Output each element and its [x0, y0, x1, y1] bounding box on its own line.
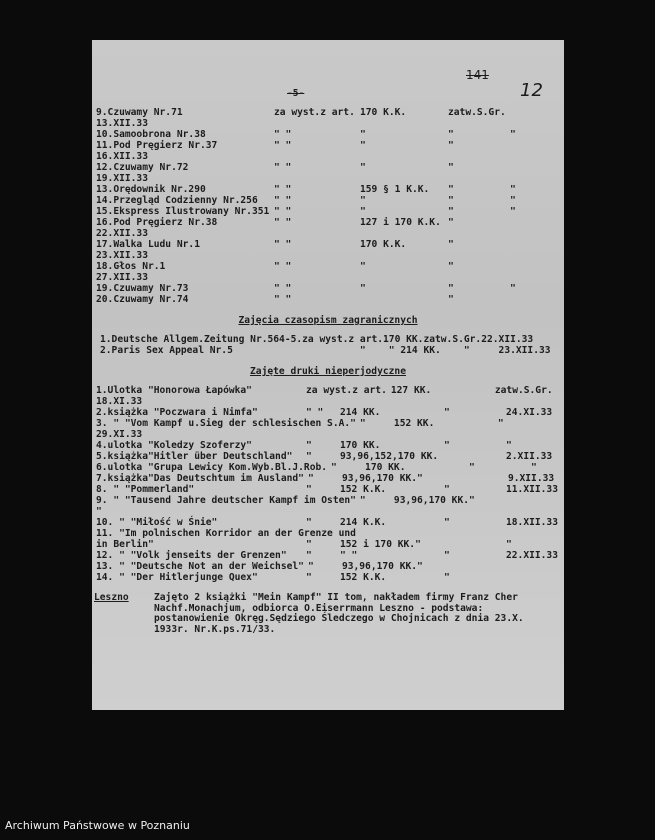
cell	[446, 561, 504, 572]
cell: 11.Pod Pręgierz Nr.37	[96, 140, 218, 151]
cell: " "	[274, 283, 292, 294]
table-row	[92, 206, 560, 217]
table-row	[92, 162, 560, 184]
cell: "	[506, 440, 512, 451]
cell	[498, 495, 556, 506]
section-heading-nonperiodic: Zajęte druki nieperjodyczne	[250, 366, 406, 377]
table-row	[92, 129, 560, 140]
cell: 2.książka "Poczwara i Nimfa"	[96, 407, 258, 418]
cell: 16.XII.33	[96, 151, 148, 162]
leszno-entry	[92, 593, 564, 635]
cell: "	[444, 407, 450, 418]
row-text: 2.Paris Sex Appeal Nr.5 " " 214 KK. " 23.XII.33	[100, 345, 551, 356]
cell: 152 K.K.	[340, 484, 387, 495]
table-row	[92, 107, 560, 129]
table-row	[92, 334, 560, 345]
cell: 12.Czuwamy Nr.72	[96, 162, 189, 173]
table-row	[92, 385, 560, 407]
nonperiodic-list	[92, 385, 564, 583]
cell: "	[510, 195, 516, 206]
table-row	[92, 140, 560, 162]
cell	[360, 528, 390, 539]
table-row	[92, 495, 560, 517]
cell: 127 i 170 K.K.	[360, 217, 441, 228]
cell: "	[444, 484, 450, 495]
table-row	[92, 484, 560, 495]
cell: "	[306, 440, 312, 451]
cell: "	[448, 283, 454, 294]
document-page	[92, 40, 564, 710]
cell: 17.Walka Ludu Nr.1	[96, 239, 200, 250]
cell: 3. " "Vom Kampf u.Sieg der schlesischen S.A."	[96, 418, 356, 429]
table-row	[92, 517, 560, 528]
cell: "	[331, 462, 337, 473]
cell: 6.ulotka "Grupa Lewicy Kom.Wyb.Bl.J.Rob.	[96, 462, 328, 473]
cell: "	[448, 129, 454, 140]
cell: " "	[274, 206, 292, 217]
cell: 9. " "Tausend Jahre deutscher Kampf im Osten"	[96, 495, 356, 506]
cell: "	[448, 294, 454, 305]
periodicals-list	[92, 107, 564, 305]
cell: "	[506, 539, 512, 550]
table-row	[92, 550, 560, 561]
cell: 127 KK.	[390, 385, 432, 396]
cell: 11.XII.33	[506, 484, 558, 495]
cell: 10.Samoobrona Nr.38	[96, 129, 206, 140]
cell: 170 K.K.	[360, 107, 407, 118]
cell: 24.XI.33	[506, 407, 553, 418]
table-row	[92, 440, 560, 451]
cell	[444, 451, 502, 462]
table-row	[92, 561, 560, 572]
cell: " "	[340, 550, 358, 561]
cell: " "	[274, 129, 292, 140]
table-row	[92, 407, 560, 418]
cell: " "	[274, 217, 292, 228]
cell: 8. " "Pommerland"	[96, 484, 195, 495]
cell: "	[444, 440, 450, 451]
old-page-number: 141	[466, 68, 489, 82]
row-text: 1.Deutsche Allgem.Zeitung Nr.564-5.za wyst.z art.170 KK.zatw.S.Gr.22.XII.33	[100, 334, 534, 345]
cell	[444, 539, 502, 550]
cell: 13.Orędownik Nr.290	[96, 184, 206, 195]
cell: 1.Ulotka "Honorowa Łapówka"	[96, 385, 252, 396]
cell: " "	[274, 162, 292, 173]
cell: 19.Czuwamy Nr.73	[96, 283, 189, 294]
cell: " "	[274, 140, 292, 151]
table-row	[92, 217, 560, 239]
cell: 93,96,152,170 KK.	[340, 451, 439, 462]
cell: 16.Pod Pręgierz Nr.38	[96, 217, 218, 228]
cell: 93,96,170 KK."	[341, 473, 423, 484]
cell: "	[306, 572, 312, 583]
cell: 29.XI.33	[96, 429, 143, 440]
cell: "	[306, 517, 312, 528]
cell: "	[510, 283, 516, 294]
cell: 93,96,170 KK."	[341, 561, 423, 572]
cell: "	[448, 217, 454, 228]
cell: "	[497, 418, 504, 429]
cell: 170 KK.	[365, 462, 406, 473]
cell: in Berlin"	[96, 539, 154, 550]
table-row	[92, 418, 560, 440]
cell: 14. " "Der Hitlerjunge Quex"	[96, 572, 258, 583]
cell: 13.XII.33	[96, 118, 148, 129]
cell: "	[360, 283, 366, 294]
cell: 20.Czuwamy Nr.74	[96, 294, 189, 305]
cell: 159 § 1 K.K.	[360, 184, 430, 195]
cell: 14.Przegląd Codzienny Nr.256	[96, 195, 258, 206]
cell: 9.Czuwamy Nr.71	[96, 107, 183, 118]
cell: " "	[274, 184, 292, 195]
cell: "	[359, 495, 366, 506]
cell: "	[448, 261, 454, 272]
cell: "	[448, 140, 454, 151]
cell: 18.XII.33	[506, 517, 558, 528]
cell: 2.XII.33	[506, 451, 553, 462]
cell: 4.ulotka "Koledzy Szoferzy"	[96, 440, 252, 451]
cell: "	[448, 206, 454, 217]
cell: 23.XII.33	[96, 250, 148, 261]
cell: "	[306, 451, 312, 462]
page-number: 12	[520, 80, 543, 101]
table-row	[92, 195, 560, 206]
cell: " "	[274, 239, 292, 250]
section-heading-foreign: Zajęcia czasopism zagranicznych	[238, 315, 418, 326]
cell: 27.XII.33	[96, 272, 148, 283]
cell: 214 KK.	[340, 407, 381, 418]
cell: "	[448, 184, 454, 195]
cell	[446, 473, 504, 484]
leszno-label: Leszno	[94, 592, 129, 603]
cell: 5.książka"Hitler über Deutschland"	[96, 451, 293, 462]
cell: "	[360, 162, 366, 173]
table-row	[92, 283, 560, 294]
cell: "	[360, 195, 366, 206]
cell: "	[510, 206, 516, 217]
archive-footer: Archiwum Państwowe w Poznaniu	[5, 819, 190, 832]
cell: "	[444, 550, 450, 561]
cell: za wyst.z art.	[274, 107, 355, 118]
cell: 152 i 170 KK."	[340, 539, 421, 550]
cell: 22.XII.33	[96, 228, 148, 239]
cell: "	[306, 539, 312, 550]
table-row	[92, 451, 560, 462]
cell: 152 KK.	[393, 418, 435, 429]
cell: "	[359, 418, 366, 429]
table-row	[92, 345, 560, 356]
cell: 19.XII.33	[96, 173, 148, 184]
cell: 152 K.K.	[340, 572, 387, 583]
cell: "	[469, 462, 475, 473]
cell: 15.Ekspress Ilustrowany Nr.351	[96, 206, 270, 217]
cell: "	[360, 261, 366, 272]
cell: "	[448, 195, 454, 206]
table-row	[92, 473, 560, 484]
cell: 7.książka"Das Deutschtum im Ausland"	[96, 473, 304, 484]
table-row	[92, 261, 560, 283]
cell: "	[360, 140, 366, 151]
cell: za wyst.z art.	[306, 385, 387, 396]
cell: "	[307, 561, 314, 572]
cell: 170 K.K.	[360, 239, 407, 250]
document-body	[92, 107, 564, 635]
cell: 12. " "Volk jenseits der Grenzen"	[96, 550, 287, 561]
cell: " "	[306, 407, 324, 418]
table-row	[92, 539, 560, 550]
cell: "	[360, 206, 366, 217]
table-row	[92, 294, 560, 305]
table-row	[92, 462, 560, 473]
table-row	[92, 239, 560, 261]
cell: "	[448, 239, 454, 250]
cell: 10. " "Miłość w Śnie"	[96, 517, 218, 528]
cell: " "	[274, 261, 292, 272]
cell: "	[307, 473, 314, 484]
cell: " "	[274, 294, 292, 305]
cell	[394, 528, 494, 539]
cell: "	[448, 162, 454, 173]
cell: 18.Głos Nr.1	[96, 261, 166, 272]
cell: "	[96, 506, 102, 517]
cell: "	[531, 462, 537, 473]
cell	[360, 294, 444, 305]
cell: "	[306, 484, 312, 495]
cell: 18.XI.33	[96, 396, 143, 407]
cell: zatw.S.Gr.	[494, 385, 553, 396]
page-label: -5-	[287, 88, 305, 99]
cell: "	[360, 129, 366, 140]
cell: 170 KK.	[340, 440, 381, 451]
cell: 214 K.K.	[340, 517, 387, 528]
cell: "	[510, 184, 516, 195]
cell: 9.XII.33	[507, 473, 555, 484]
cell: "	[444, 517, 450, 528]
cell: 13. " "Deutsche Not an der Weichsel"	[96, 561, 304, 572]
cell: " "	[274, 195, 292, 206]
cell: zatw.S.Gr.	[448, 107, 506, 118]
cell: "	[444, 572, 450, 583]
cell: 22.XII.33	[506, 550, 558, 561]
table-row	[92, 528, 560, 539]
cell	[498, 528, 556, 539]
cell: 11. "Im polnischen Korridor an der Grenze und	[96, 528, 356, 539]
cell: 93,96,170 KK."	[393, 495, 475, 506]
table-row	[92, 572, 560, 583]
table-row	[92, 184, 560, 195]
leszno-paragraph: Zajęto 2 książki "Mein Kampf" II tom, nakładem firmy Franz Cher Nachf.Monachjum, odbiorca O.Eiserrmann Leszno - podstawa: postanowienie Okręg.Sędziego Śledczego w Chojnicach z dnia 23.X. 1933r. Nr.K.ps.71/33.	[154, 592, 524, 635]
cell: "	[306, 550, 312, 561]
cell: "	[510, 129, 516, 140]
